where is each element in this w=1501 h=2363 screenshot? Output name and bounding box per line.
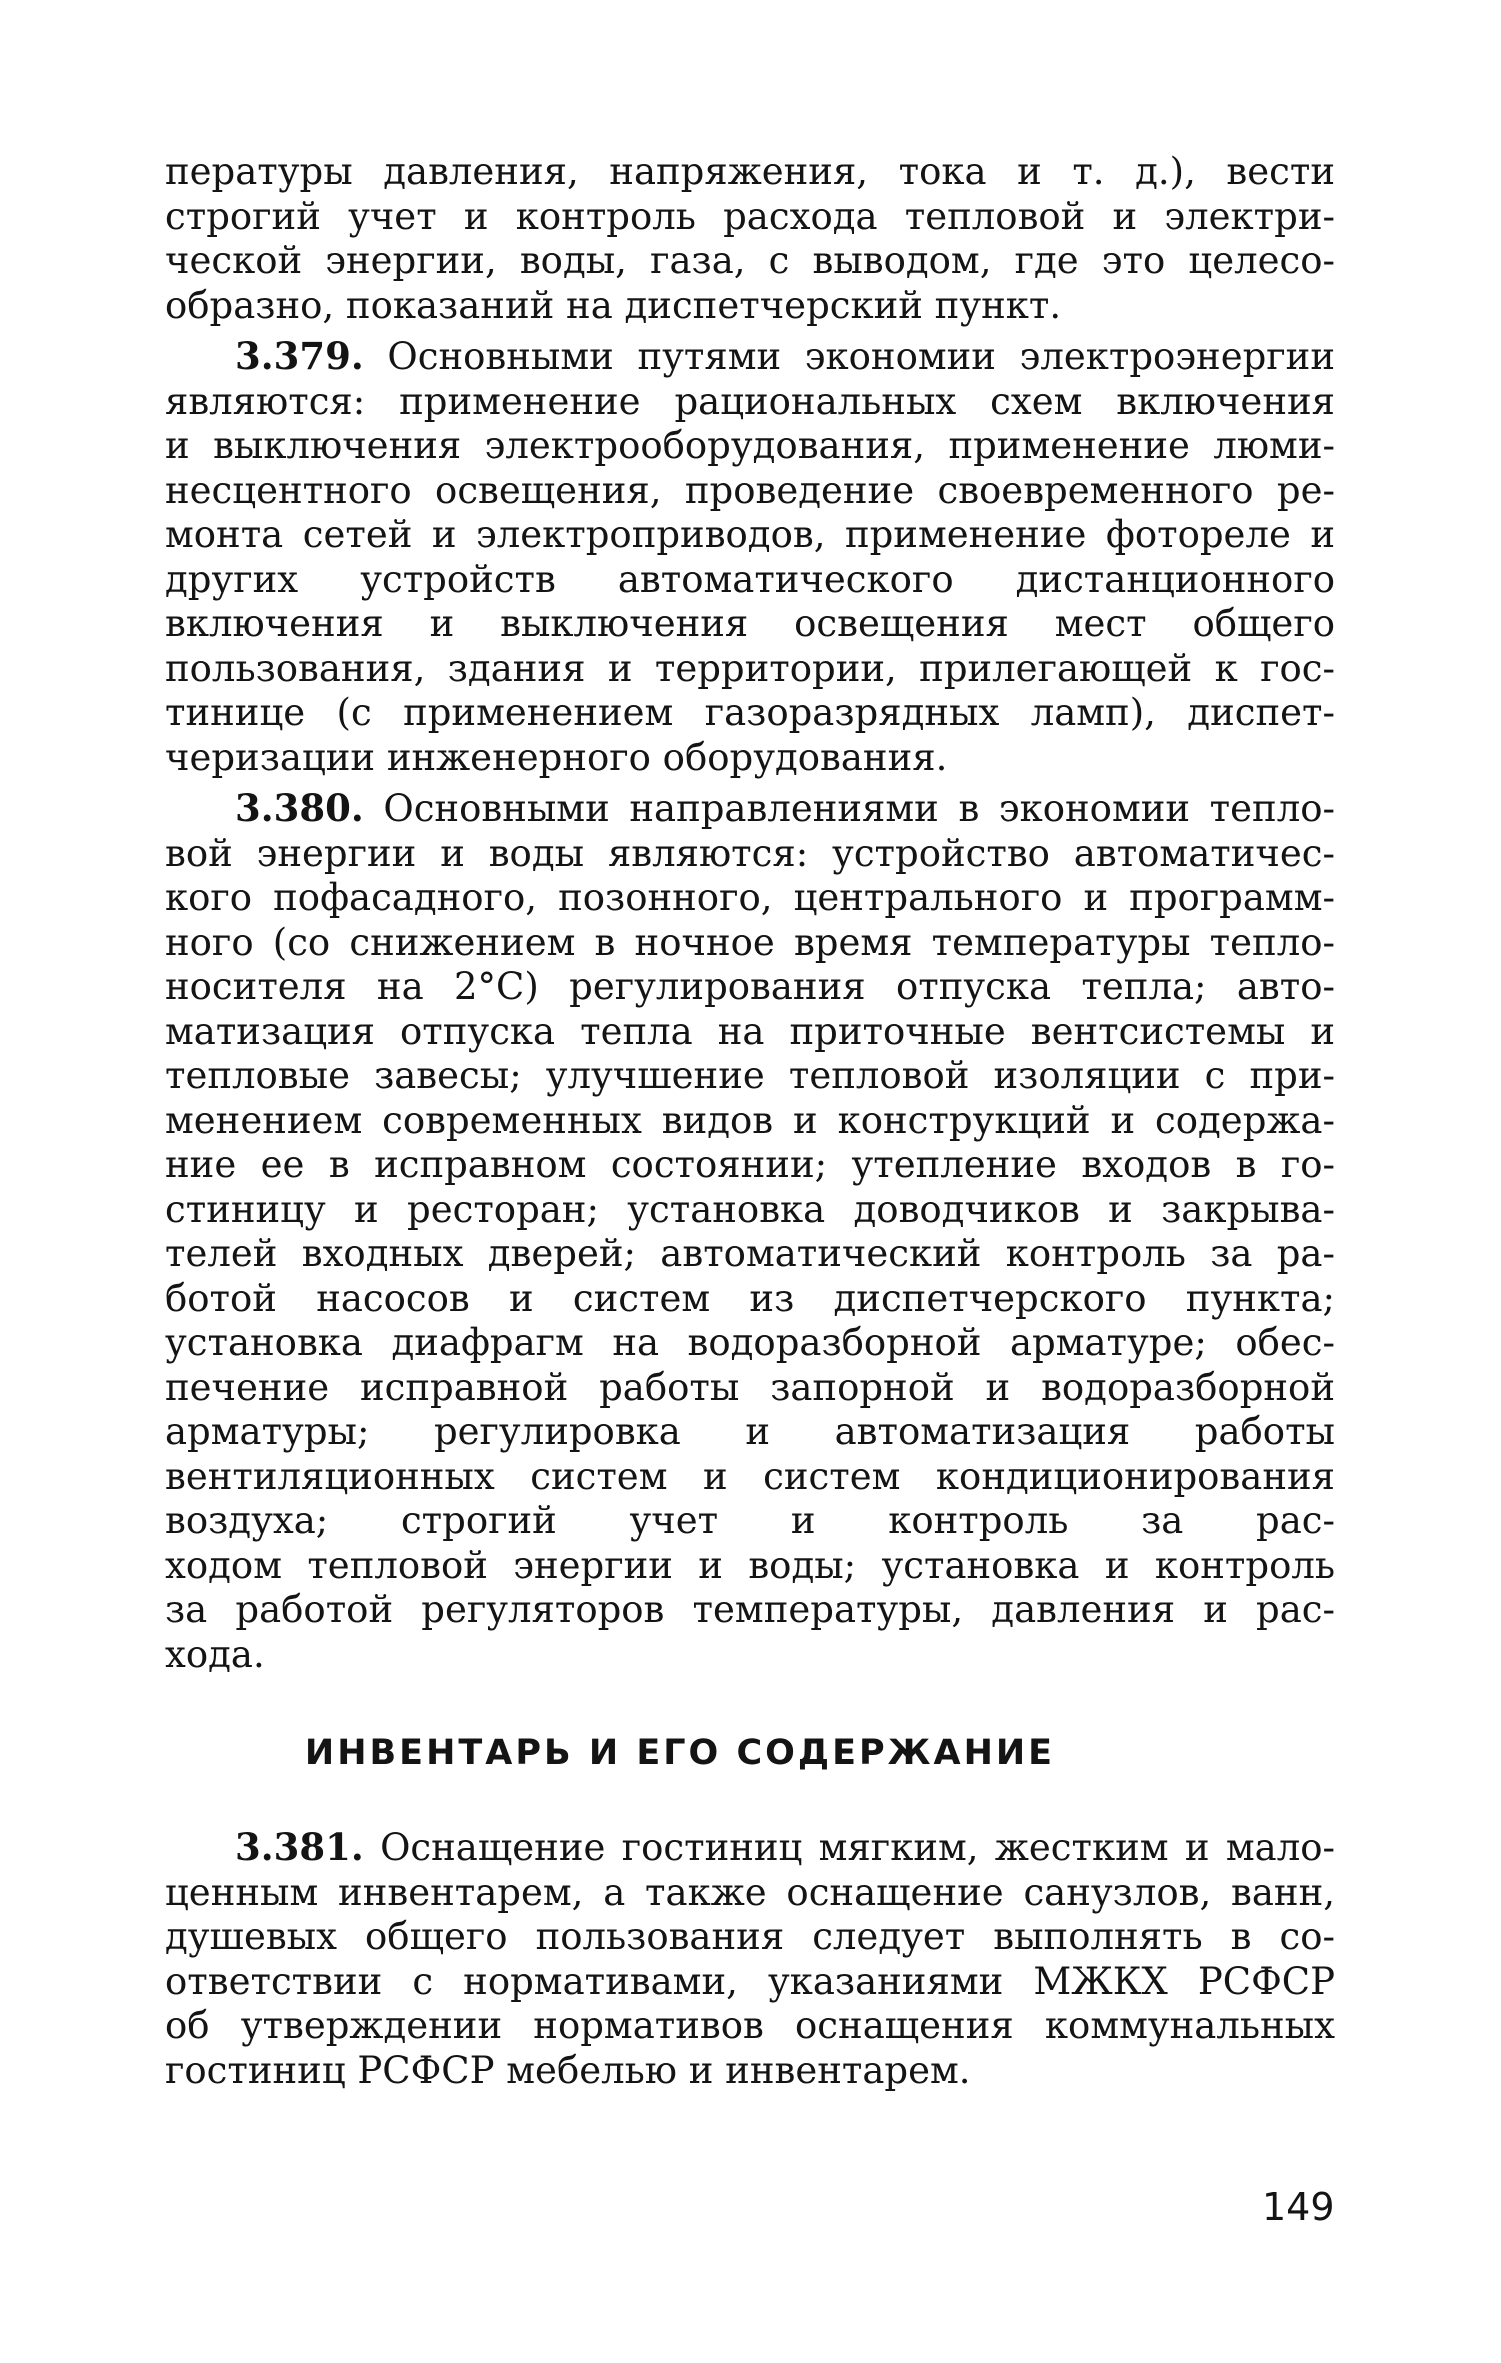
text-line: воздуха; строгий учет и контроль за рас- <box>165 1499 1335 1542</box>
text-line: арматуры; регулировка и автоматизация работы <box>165 1410 1335 1453</box>
text-line: ние ее в исправном состоянии; утепление входов в го- <box>165 1143 1335 1186</box>
text-line: и выключения электрооборудования, применение люми- <box>165 424 1335 467</box>
clause-number: 3.379. <box>235 334 364 378</box>
text-line: ческой энергии, воды, газа, с выводом, где это целесо- <box>165 239 1335 282</box>
text-line: душевых общего пользования следует выполнять в со- <box>165 1915 1335 1958</box>
text-line-body: Основными направлениями в экономии тепло- <box>383 787 1335 830</box>
text-line: матизация отпуска тепла на приточные вентсистемы и <box>165 1009 1335 1053</box>
text-line: стиницу и ресторан; установка доводчиков и закрыва- <box>165 1187 1335 1231</box>
text-line: хода. <box>165 1632 265 1676</box>
text-line <box>165 786 1335 832</box>
text-line: ценным инвентарем, а также оснащение санузлов, ванн, <box>165 1870 1335 1914</box>
text-line-body: Оснащение гостиниц мягким, жестким и мало- <box>380 1826 1335 1869</box>
text-line: гостиниц РСФСР мебелью и инвентарем. <box>165 2048 971 2092</box>
text-line: установка диафрагм на водоразборной арматуре; обес- <box>165 1321 1335 1364</box>
paragraph-3-380 <box>165 786 1335 1677</box>
text-line: включения и выключения освещения мест общего <box>165 602 1335 645</box>
text-line: монта сетей и электроприводов, применение фотореле и <box>165 513 1335 556</box>
paragraph-continued <box>165 150 1335 328</box>
text-line: строгий учет и контроль расхода тепловой и электри- <box>165 194 1335 238</box>
text-line: тепловые завесы; улучшение тепловой изоляции с при- <box>165 1054 1335 1097</box>
text-line: пользования, здания и территории, прилегающей к гос- <box>165 646 1335 690</box>
text-line: черизации инженерного оборудования. <box>165 735 948 779</box>
text-line: носителя на 2°С) регулирования отпуска тепла; авто- <box>165 965 1335 1008</box>
paragraph-3-381 <box>165 1825 1335 2093</box>
text-line: ботой насосов и систем из диспетчерского пункта; <box>165 1276 1335 1320</box>
text-line: телей входных дверей; автоматический контроль за ра- <box>165 1232 1335 1275</box>
clause-number: 3.380. <box>235 786 364 830</box>
text-line: за работой регуляторов температуры, давления и рас- <box>165 1588 1335 1631</box>
text-line <box>165 334 1335 380</box>
text-line: тинице (с применением газоразрядных ламп), диспет- <box>165 691 1335 734</box>
text-line: менением современных видов и конструкций и содержа- <box>165 1098 1335 1142</box>
text-line: кого пофасадного, позонного, центрального и программ- <box>165 876 1335 919</box>
text-line: об утверждении нормативов оснащения коммунальных <box>165 2004 1335 2047</box>
text-line <box>165 1825 1335 1871</box>
text-line-body: Основными путями экономии электроэнергии <box>387 335 1335 378</box>
text-line: являются: применение рациональных схем включения <box>165 379 1335 423</box>
page-number: 149 <box>1262 2185 1335 2229</box>
text-line: ответствии с нормативами, указаниями МЖКХ РСФСР <box>165 1959 1335 2003</box>
text-line: ходом тепловой энергии и воды; установка и контроль <box>165 1543 1335 1587</box>
page-body <box>165 150 1335 2099</box>
text-line: вой энергии и воды являются: устройство автоматичес- <box>165 831 1335 875</box>
text-line: образно, показаний на диспетчерский пункт. <box>165 283 1062 327</box>
text-line: вентиляционных систем и систем кондиционирования <box>165 1454 1335 1498</box>
clause-number: 3.381. <box>235 1825 364 1869</box>
text-line: ного (со снижением в ночное время температуры тепло- <box>165 920 1335 964</box>
text-line: печение исправной работы запорной и водоразборной <box>165 1365 1335 1409</box>
text-line: несцентного освещения, проведение своевременного ре- <box>165 468 1335 512</box>
section-heading: ИНВЕНТАРЬ И ЕГО СОДЕРЖАНИЕ <box>304 1733 1056 1773</box>
paragraph-3-379 <box>165 334 1335 780</box>
text-line: пературы давления, напряжения, тока и т. д.), вести <box>165 150 1335 193</box>
text-line: других устройств автоматического дистанционного <box>165 557 1335 601</box>
